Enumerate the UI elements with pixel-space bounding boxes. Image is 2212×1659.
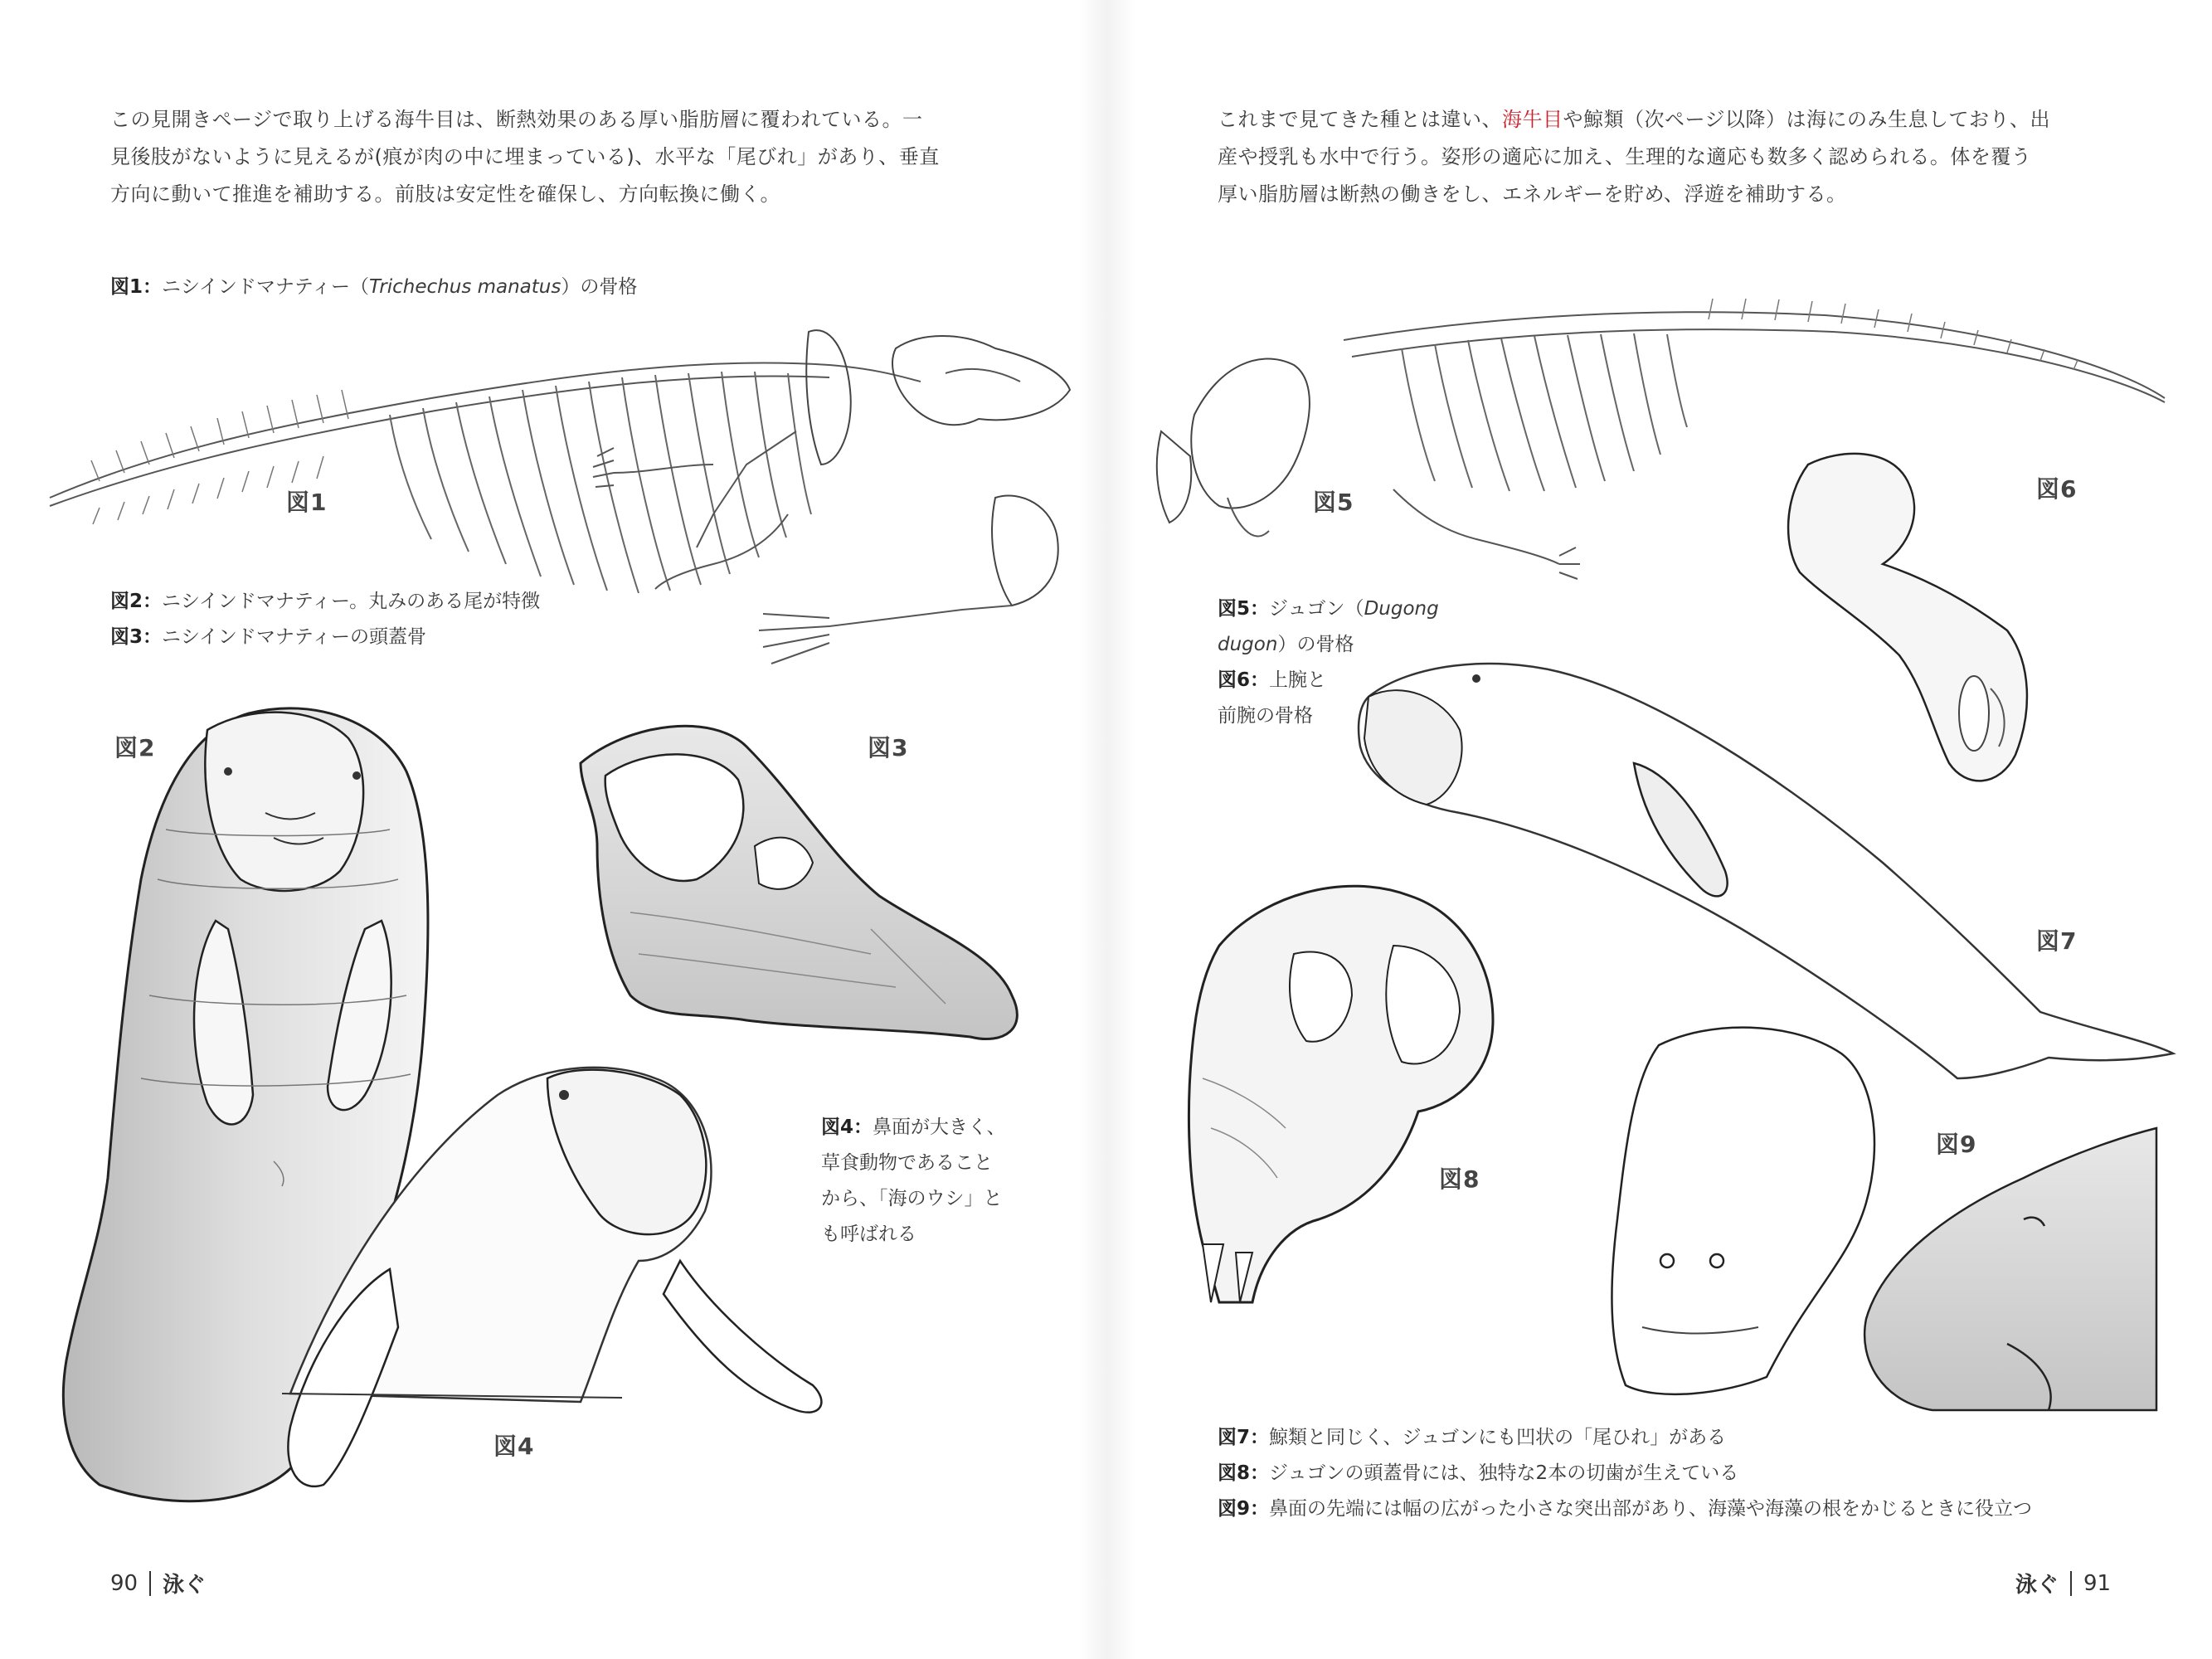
fig5-caption-text-end: ）の骨格	[1277, 634, 1354, 655]
folio-divider	[149, 1571, 151, 1596]
fig2-caption-text: ニシインドマナティー。丸みのある尾が特徴	[162, 591, 541, 612]
fig8-caption-text: ジュゴンの頭蓋骨には、独特な2本の切歯が生えている	[1269, 1462, 1739, 1484]
right-intro-line: 産や授乳も水中で行う。姿形の適応に加え、生理的な適応も数多く認められる。体を覆う	[1218, 145, 2032, 168]
fig1-caption-label: 図1：	[110, 276, 163, 298]
fig8-caption-label: 図8：	[1218, 1462, 1270, 1484]
fig5-caption-label: 図5：	[1218, 598, 1270, 620]
fig6-caption-label: 図6：	[1218, 669, 1270, 691]
fig5-caption-text: ジュゴン（	[1269, 598, 1364, 620]
fig6-caption-line: 上腕と	[1269, 669, 1327, 691]
left-intro-paragraph	[110, 101, 940, 213]
fig4-caption-label: 図4：	[821, 1117, 873, 1138]
fig6-dugong-forelimb-drawing	[1788, 454, 2027, 781]
fig7-caption-label: 図7：	[1218, 1427, 1270, 1448]
fig9-caption	[1218, 1491, 2032, 1527]
fig8-caption	[1218, 1456, 1738, 1491]
fig1-caption-latin: Trichechus manatus	[369, 276, 562, 298]
right-intro-line: 厚い脂肪層は断熱の働きをし、エネルギーを貯め、浮遊を補助する。	[1218, 182, 1847, 206]
fig3-manatee-skull-drawing	[581, 726, 1017, 1039]
fig4-caption-line: も呼ばれる	[821, 1224, 916, 1245]
fig9-caption-label: 図9：	[1218, 1498, 1270, 1520]
fig9-dugong-snout-drawing	[1612, 1028, 2156, 1410]
fig7-label: 図7	[2036, 927, 2078, 955]
fig7-caption	[1218, 1420, 1726, 1456]
fig1-caption	[110, 270, 637, 305]
right-intro-text: これまで見てきた種とは違い、	[1218, 108, 1502, 131]
highlight-term: 海牛目	[1502, 108, 1563, 131]
fig8-dugong-skull-drawing	[1189, 886, 1493, 1302]
fig9-label: 図9	[1936, 1131, 1977, 1158]
fig7-caption-text: 鯨類と同じく、ジュゴンにも凹状の「尾ひれ」がある	[1269, 1427, 1727, 1448]
left-folio	[110, 1568, 206, 1598]
fig1-label: 図1	[286, 489, 328, 516]
left-intro-line: 方向に動いて推進を補助する。前肢は安定性を確保し、方向転換に働く。	[110, 182, 781, 206]
fig2-caption	[110, 584, 540, 620]
fig4-caption	[821, 1110, 1006, 1253]
page-number: 90	[110, 1570, 139, 1596]
left-intro-line: この見開きページで取り上げる海牛目は、断熱効果のある厚い脂肪層に覆われている。一	[110, 108, 923, 131]
left-intro-line: 見後肢がないように見えるが(痕が肉の中に埋まっている)、水平な「尾びれ」があり、垂直	[110, 145, 940, 168]
fig1-caption-text-end: ）の骨格	[561, 276, 638, 298]
fig5-label: 図5	[1313, 489, 1354, 516]
right-folio	[2015, 1568, 2111, 1598]
right-intro-line	[1218, 101, 2050, 139]
fig2-caption-label: 図2：	[110, 591, 163, 612]
fig3-caption	[110, 620, 426, 655]
fig5-caption	[1218, 591, 1439, 734]
fig5-dugong-skeleton-drawing	[1157, 299, 2165, 579]
folio-divider	[2070, 1571, 2072, 1596]
fig3-caption-text: ニシインドマナティーの頭蓋骨	[162, 626, 427, 648]
fig4-caption-line: 鼻面が大きく、	[873, 1117, 1006, 1138]
fig5-caption-latin: Dugong	[1364, 598, 1439, 620]
right-intro-paragraph	[1218, 101, 2050, 213]
right-intro-text: や鯨類（次ページ以降）は海にのみ生息しており、出	[1563, 108, 2051, 131]
fig2-label: 図2	[114, 734, 156, 761]
page-number: 91	[2083, 1570, 2112, 1596]
fig1-caption-text: ニシインドマナティー（	[162, 276, 370, 298]
fig4-label: 図4	[493, 1433, 535, 1460]
fig3-caption-label: 図3：	[110, 626, 163, 648]
fig9-caption-text: 鼻面の先端には幅の広がった小さな突出部があり、海藻や海藻の根をかじるときに役立つ	[1269, 1498, 2033, 1520]
fig4-caption-line: から、「海のウシ」と	[821, 1188, 1003, 1209]
fig6-label: 図6	[2036, 475, 2078, 503]
fig5-caption-latin: dugon	[1218, 634, 1278, 655]
fig8-label: 図8	[1439, 1165, 1480, 1193]
section-title: 泳ぐ	[163, 1573, 207, 1598]
fig6-caption-line: 前腕の骨格	[1218, 705, 1313, 727]
fig3-label: 図3	[868, 734, 909, 761]
section-title: 泳ぐ	[2015, 1573, 2059, 1598]
fig4-caption-line: 草食動物であること	[821, 1152, 993, 1174]
